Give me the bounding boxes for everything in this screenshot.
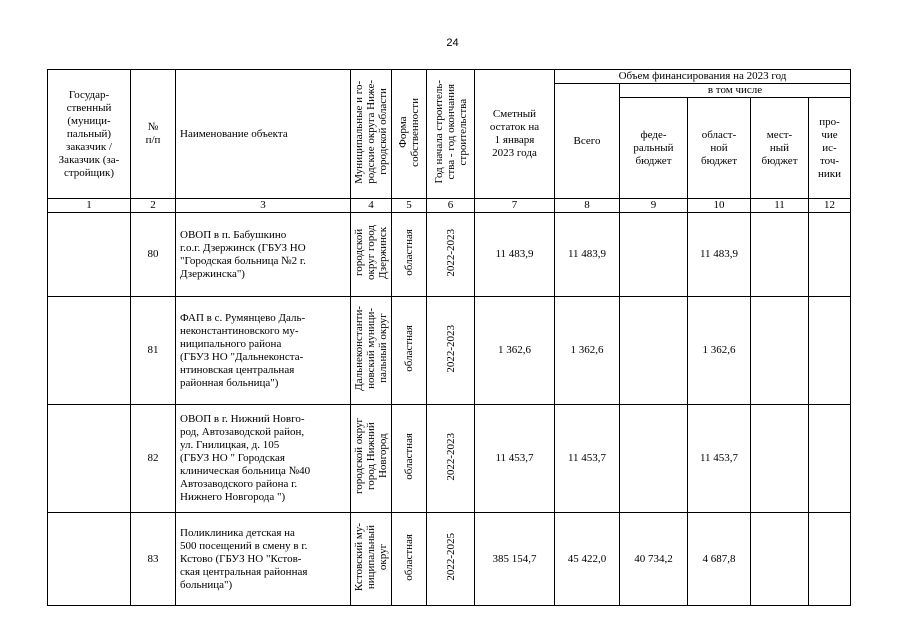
cell-years-wrap (427, 213, 475, 297)
cell-total: 1 362,6 (555, 297, 620, 405)
header-municipality: Муниципальные и го- родские округа Ниже- городской области (353, 80, 389, 184)
cell-ownership: областная (403, 229, 415, 276)
header-object: Наименование объекта (176, 70, 351, 199)
column-number: 3 (176, 199, 351, 213)
cell-years-wrap (427, 297, 475, 405)
cell-local (751, 405, 809, 513)
cell-num: 83 (131, 513, 176, 606)
cell-total: 11 453,7 (555, 405, 620, 513)
cell-regional: 11 483,9 (688, 213, 751, 297)
table-row (48, 213, 851, 297)
cell-federal (620, 213, 688, 297)
cell-years-wrap (427, 405, 475, 513)
cell-municipality: Кстовский му- ниципальный округ (353, 522, 389, 592)
column-number: 5 (392, 199, 427, 213)
cell-other (809, 405, 851, 513)
cell-years: 2022-2025 (444, 533, 457, 581)
cell-balance: 11 483,9 (475, 213, 555, 297)
header-local: мест- ный бюджет (751, 98, 809, 199)
cell-object: ОВОП в г. Нижний Новго- род, Автозаводской район, ул. Гнилицкая, д. 105 (ГБУЗ НО " Городская клиническая больница №40 Автозаводского района г. Нижнего Новгорода ") (176, 405, 351, 513)
cell-object: ФАП в с. Румянцево Даль- неконстантиновского му- ниципального района (ГБУЗ НО "Дальнеконста- нтиновская центральная районная больница") (176, 297, 351, 405)
cell-ownership-wrap (392, 297, 427, 405)
page-number: 24 (446, 37, 459, 49)
cell-local (751, 213, 809, 297)
header-customer: Государ- ственный (муници- пальный) заказчик / Заказчик (за- стройщик) (48, 70, 131, 199)
cell-years-wrap (427, 513, 475, 606)
cell-municipality-wrap (351, 405, 392, 513)
table-row (48, 513, 851, 606)
cell-customer (48, 213, 131, 297)
cell-local (751, 297, 809, 405)
cell-object: Поликлиника детская на 500 посещений в смену в г. Кстово (ГБУЗ НО "Кстов- ская центральная районная больница") (176, 513, 351, 606)
column-number: 1 (48, 199, 131, 213)
cell-customer (48, 297, 131, 405)
header-total: Всего (555, 84, 620, 199)
cell-federal (620, 405, 688, 513)
header-balance: Сметный остаток на 1 января 2023 года (475, 70, 555, 199)
column-number: 8 (555, 199, 620, 213)
cell-object: ОВОП в п. Бабушкино г.о.г. Дзержинск (ГБУЗ НО "Городская больница №2 г. Дзержинска") (176, 213, 351, 297)
cell-num: 80 (131, 213, 176, 297)
column-number: 4 (351, 199, 392, 213)
cell-customer (48, 405, 131, 513)
header-including: в том числе (620, 84, 851, 98)
cell-balance: 1 362,6 (475, 297, 555, 405)
cell-local (751, 513, 809, 606)
cell-ownership-wrap (392, 513, 427, 606)
cell-regional: 1 362,6 (688, 297, 751, 405)
column-number: 2 (131, 199, 176, 213)
header-ownership: Форма собственности (397, 97, 421, 167)
cell-federal: 40 734,2 (620, 513, 688, 606)
header-financing: Объем финансирования на 2023 год (555, 70, 851, 84)
cell-num: 81 (131, 297, 176, 405)
cell-municipality-wrap (351, 297, 392, 405)
cell-other (809, 213, 851, 297)
column-number: 11 (751, 199, 809, 213)
column-number: 7 (475, 199, 555, 213)
table-row (48, 297, 851, 405)
table-row (48, 405, 851, 513)
header-ownership-cell (392, 70, 427, 199)
cell-customer (48, 513, 131, 606)
cell-regional: 11 453,7 (688, 405, 751, 513)
cell-years: 2022-2023 (444, 324, 457, 373)
cell-municipality-wrap (351, 513, 392, 606)
header-years-cell (427, 70, 475, 199)
cell-municipality: Дальнеконстанти- новский муници- пальный округ (353, 306, 389, 391)
cell-municipality: городской округ город Нижний Новгород (353, 418, 389, 495)
cell-ownership: областная (403, 325, 415, 372)
column-number: 9 (620, 199, 688, 213)
cell-other (809, 513, 851, 606)
cell-other (809, 297, 851, 405)
cell-ownership-wrap (392, 213, 427, 297)
column-number-row (48, 199, 851, 213)
header-row-1 (48, 70, 851, 84)
cell-federal (620, 297, 688, 405)
header-other: про- чие ис- точ- ники (809, 98, 851, 199)
cell-years: 2022-2023 (444, 432, 457, 481)
cell-num: 82 (131, 405, 176, 513)
cell-total: 11 483,9 (555, 213, 620, 297)
cell-total: 45 422,0 (555, 513, 620, 606)
cell-ownership: областная (403, 433, 415, 480)
column-number: 6 (427, 199, 475, 213)
cell-municipality: городской округ город Дзержинск (353, 225, 389, 280)
cell-municipality-wrap (351, 213, 392, 297)
header-years: Год начала строитель- ства - год окончания строительства (432, 80, 469, 184)
header-federal: феде- ральный бюджет (620, 98, 688, 199)
cell-years: 2022-2023 (444, 228, 457, 277)
header-num: № п/п (131, 70, 176, 199)
header-municipality-cell (351, 70, 392, 199)
cell-ownership: областная (403, 533, 415, 581)
cell-regional: 4 687,8 (688, 513, 751, 606)
cell-balance: 385 154,7 (475, 513, 555, 606)
financing-table (47, 69, 851, 606)
column-number: 10 (688, 199, 751, 213)
cell-ownership-wrap (392, 405, 427, 513)
cell-balance: 11 453,7 (475, 405, 555, 513)
column-number: 12 (809, 199, 851, 213)
header-regional: област- ной бюджет (688, 98, 751, 199)
